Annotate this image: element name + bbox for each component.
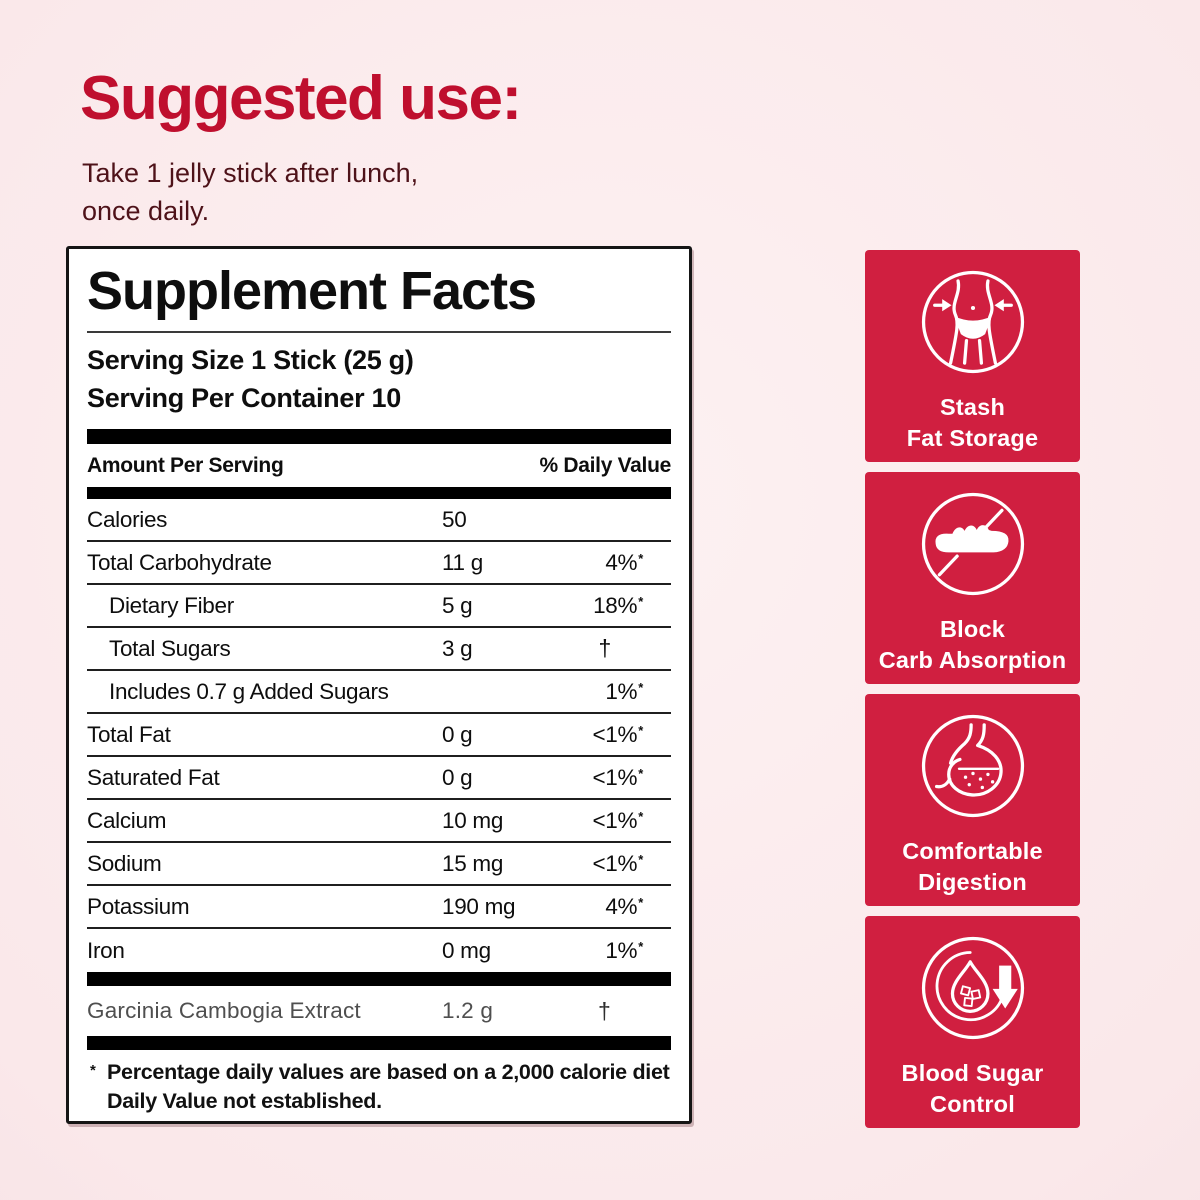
ingredient-name: Garcinia Cambogia Extract (87, 998, 361, 1024)
nutrient-name: Calcium (87, 807, 167, 833)
supplement-facts-panel (66, 246, 692, 1124)
suggested-use-section (80, 66, 521, 231)
footnote (87, 1058, 671, 1116)
nutrient-daily-value: † (598, 635, 611, 662)
table-row (87, 929, 671, 972)
footnote-line2: Daily Value not established. (107, 1089, 382, 1114)
stomach-icon (917, 710, 1029, 822)
benefit-card-fat-storage (865, 250, 1080, 462)
benefit-label: Blood Sugar Control (901, 1060, 1044, 1117)
table-row (87, 886, 671, 929)
benefit-label: Comfortable Digestion (902, 838, 1043, 895)
nutrient-daily-value: <1%* (592, 721, 643, 747)
nutrient-daily-value: 4%* (605, 549, 643, 575)
asterisk-mark: * (638, 938, 643, 954)
nutrient-name: Calories (87, 506, 168, 532)
table-header (87, 444, 671, 487)
table-row (87, 714, 671, 757)
supplement-facts-title: Supplement Facts (87, 261, 537, 321)
serving-size: Serving Size 1 Stick (25 g) (87, 345, 414, 376)
nutrient-name: Sodium (87, 850, 162, 876)
table-row (87, 499, 671, 542)
nutrient-name: Includes 0.7 g Added Sugars (109, 678, 389, 704)
nutrient-amount: 0 g (442, 764, 473, 790)
no-bread-icon (917, 488, 1029, 600)
nutrient-daily-value: 18%* (593, 592, 643, 618)
benefit-label: Stash Fat Storage (906, 394, 1039, 451)
table-row (87, 585, 671, 628)
slim-waist-icon (917, 266, 1029, 378)
nutrient-amount: 3 g (442, 635, 473, 661)
nutrient-amount: 0 mg (442, 937, 491, 963)
footnote-line1: Percentage daily values are based on a 2,000 calorie diet (107, 1060, 670, 1085)
benefit-card-digestion (865, 694, 1080, 906)
servings-per-container: Serving Per Container 10 (87, 383, 401, 414)
table-row (87, 757, 671, 800)
asterisk-mark: * (638, 765, 643, 781)
amount-per-serving-header: Amount Per Serving (87, 453, 284, 477)
suggested-use-title: Suggested use: (80, 64, 521, 133)
suggested-use-body (82, 155, 521, 231)
suggested-use-line1: Take 1 jelly stick after lunch, (82, 158, 419, 189)
nutrient-daily-value: 1%* (605, 678, 643, 704)
asterisk-mark: * (638, 722, 643, 738)
nutrient-name: Saturated Fat (87, 764, 220, 790)
nutrient-daily-value: <1%* (592, 764, 643, 790)
daily-value-header: % Daily Value (539, 453, 671, 477)
asterisk-mark: * (638, 851, 643, 867)
nutrient-amount: 0 g (442, 721, 473, 747)
nutrient-amount: 11 g (442, 549, 483, 575)
nutrient-daily-value: 4%* (605, 893, 643, 919)
nutrient-name: Iron (87, 937, 125, 963)
suggested-use-line2: once daily. (82, 195, 210, 226)
ingredient-dv: † (598, 997, 611, 1024)
nutrient-amount: 10 mg (442, 807, 504, 833)
nutrient-daily-value: <1%* (592, 850, 643, 876)
table-row (87, 800, 671, 843)
nutrient-amount: 190 mg (442, 893, 516, 919)
nutrient-daily-value: <1%* (592, 807, 643, 833)
thick-divider (87, 972, 671, 986)
asterisk-mark: * (638, 894, 643, 910)
benefit-card-carb-absorption (865, 472, 1080, 684)
benefit-card-control (865, 916, 1080, 1128)
nutrition-rows (87, 499, 671, 972)
ingredient-amount: 1.2 g (442, 998, 494, 1024)
blood-drop-arrow-icon (917, 932, 1029, 1044)
nutrient-name: Total Sugars (109, 635, 231, 661)
asterisk-mark: * (638, 679, 643, 695)
nutrient-name: Potassium (87, 893, 190, 919)
nutrient-name: Total Fat (87, 721, 171, 747)
nutrient-amount: 5 g (442, 592, 473, 618)
ingredient-row (87, 986, 671, 1036)
thick-divider (87, 487, 671, 499)
benefit-label: Block Carb Absorption (878, 616, 1067, 673)
divider (87, 331, 671, 333)
table-row (87, 671, 671, 714)
asterisk-mark: * (638, 593, 643, 609)
table-row (87, 843, 671, 886)
nutrient-daily-value: 1%* (605, 937, 643, 963)
nutrient-amount: 15 mg (442, 850, 504, 876)
nutrient-amount: 50 (442, 506, 467, 532)
thick-divider (87, 429, 671, 444)
asterisk-mark: * (638, 550, 643, 566)
thick-divider (87, 1036, 671, 1050)
table-row (87, 628, 671, 671)
table-row (87, 542, 671, 585)
footnote-asterisk: * (90, 1062, 96, 1080)
asterisk-mark: * (638, 808, 643, 824)
nutrient-name: Dietary Fiber (109, 592, 234, 618)
benefit-badges-column (865, 250, 1080, 1138)
nutrient-name: Total Carbohydrate (87, 549, 272, 575)
